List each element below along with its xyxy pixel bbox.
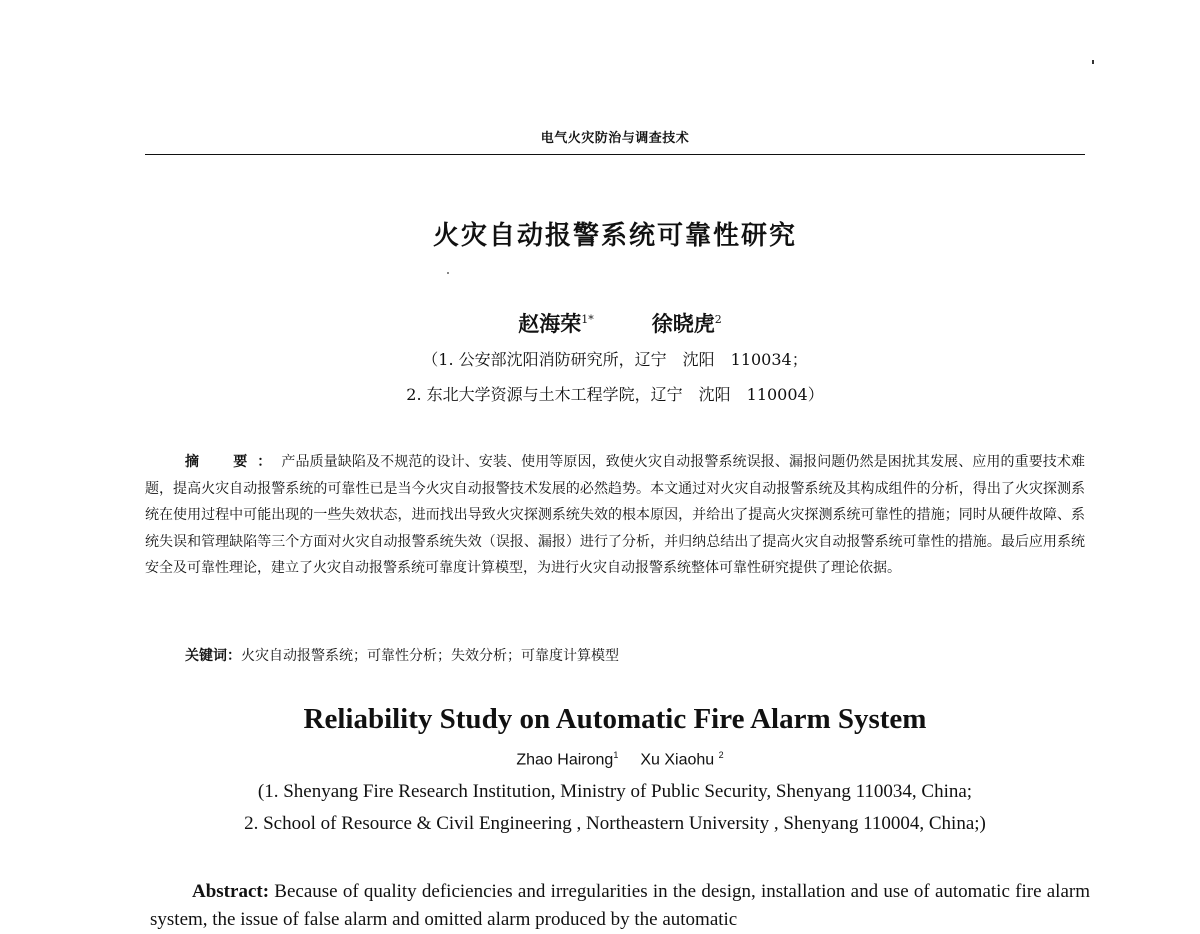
english-affiliation-1: (1. Shenyang Fire Research Institution, Ministry of Public Security, Shenyang 110034, China;	[257, 781, 973, 802]
running-title: 电气火灾防治与调查技术	[540, 131, 690, 146]
abstract-label: Abstract:	[192, 881, 270, 902]
chinese-title: 火灾自动报警系统可靠性研究	[432, 221, 797, 251]
keywords-label: 关键词：	[185, 648, 241, 664]
scan-speck	[1092, 60, 1094, 64]
header-rule	[145, 154, 1085, 155]
author-1-name: Zhao Hairong	[516, 751, 614, 769]
chinese-affiliation-1: （1. 公安部沈阳消防研究所，辽宁 沈阳 110034；	[422, 350, 808, 369]
chinese-abstract	[145, 449, 1085, 582]
author-1-superscript: 1*	[581, 313, 594, 326]
author-2-superscript: 2	[718, 750, 724, 760]
chinese-keywords	[185, 645, 619, 665]
chinese-authors	[0, 308, 1200, 338]
keywords-text: 火灾自动报警系统；可靠性分析；失效分析；可靠度计算模型	[241, 648, 619, 664]
abstract-text: 产品质量缺陷及不规范的设计、安装、使用等原因，致使火灾自动报警系统误报、漏报问题仍然是困扰其发展、应用的重要技术难题，提高火灾自动报警系统的可靠性已是当今火灾自动报警技术发展的必然趋势。本文通过对火灾自动报警系统及其构成组件的分析，得出了火灾探测系统在使用过程中可能出现的一些失效状态，进而找出导致火灾探测系统失效的根本原因，并给出了提高火灾探测系统可靠性的措施；同时从硬件故障、系统失误和管理缺陷等三个方面对火灾自动报警系统失效（误报、漏报）进行了分析，并归纳总结出了提高火灾自动报警系统可靠性的措施。最后应用系统安全及可靠性理论，建立了火灾自动报警系统可靠度计算模型，为进行火灾自动报警系统整体可靠性研究提供了理论依据。	[145, 454, 1086, 576]
english-abstract	[150, 878, 1090, 934]
abstract-label: 摘 要：	[185, 454, 282, 470]
author-2-name: Xu Xiaohu	[640, 751, 715, 769]
author-2-superscript: 2	[714, 313, 722, 326]
author-2-name: 徐晓虎	[651, 311, 715, 336]
chinese-affiliation-2: 2. 东北大学资源与土木工程学院，辽宁 沈阳 110004）	[406, 385, 824, 404]
author-1-name: 赵海荣	[518, 311, 582, 336]
english-affiliation-2: 2. School of Resource & Civil Engineering , Northeastern University , Shenyang 110004, China;)	[244, 813, 986, 834]
abstract-text: Because of quality deficiencies and irregularities in the design, installation and use of automatic fire alarm system, the issue of false alarm and omitted alarm produced by the automatic	[150, 881, 1090, 930]
scan-speck	[447, 272, 449, 274]
english-title: Reliability Study on Automatic Fire Alarm System	[303, 703, 927, 735]
author-1-superscript: 1	[613, 750, 619, 760]
english-authors	[0, 750, 1200, 769]
